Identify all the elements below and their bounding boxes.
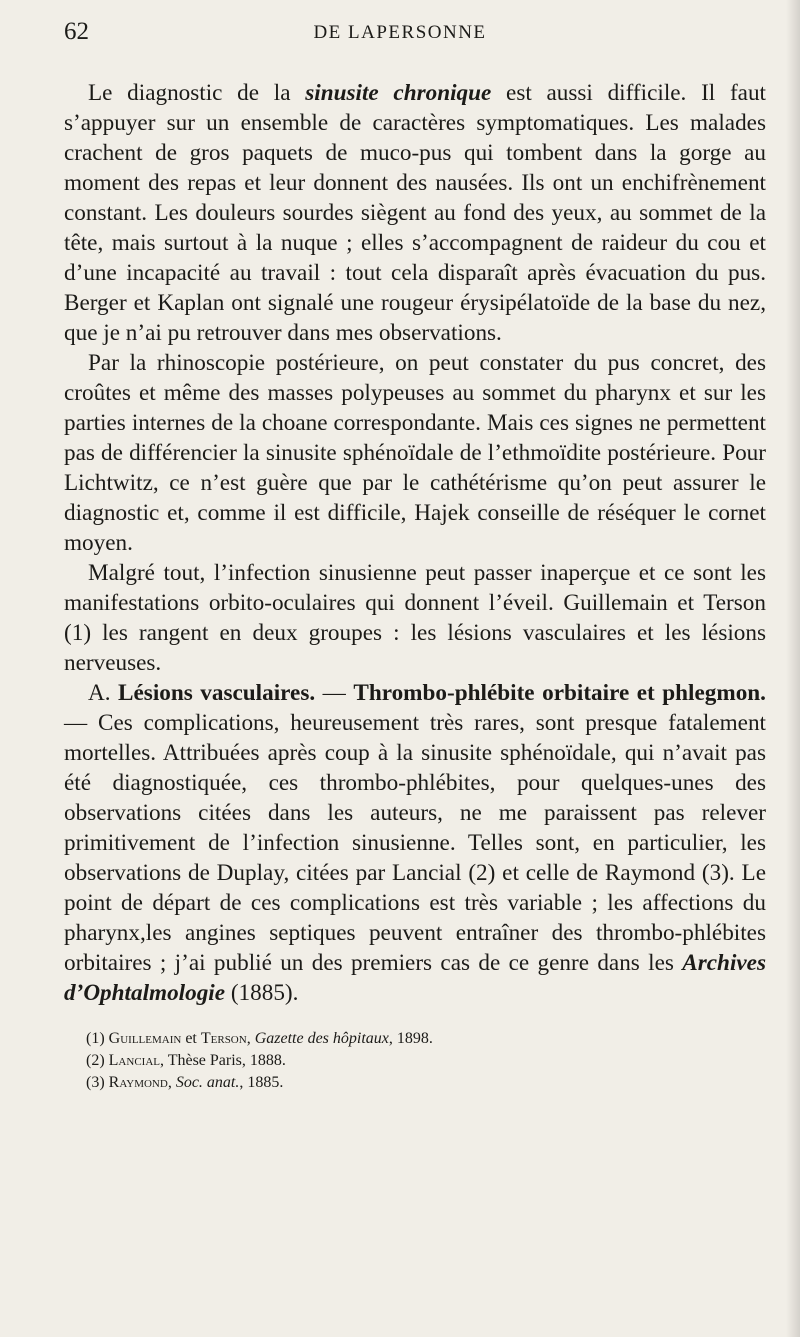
footnote-text: , Thèse Paris, 1888. [159, 1052, 286, 1069]
page-body [64, 78, 766, 1094]
running-head: DE LAPERSONNE [313, 22, 487, 43]
footnote-2 [64, 1050, 766, 1072]
heading-lesions-vasculaires: Lésions vasculaires. [118, 680, 316, 706]
paragraph-infection: Malgré tout, l’infection sinusienne peut passer inaperçue et ce sont les manifestations orbito-oculaires qui donnent l’éveil. Guillemain et Terson (1) les rangent en deux groupes : les lésions vasculaires et les lésions nerveuses. [64, 560, 766, 676]
paragraph-rhinoscopy: Par la rhinoscopie postérieure, on peut constater du pus concret, des croûtes et même des masses polypeuses au sommet du pharynx et sur les parties internes de la choane correspondante. Mais ces signes ne permettent pas de différencier la sinusite sphénoïdale de l’ethmoïdite postérieure. Pour Lichtwitz, ce n’est guère que par le cathétérisme qu’on peut assurer le diagnostic et, comme il est difficile, Hajek conseille de réséquer le cornet moyen. [64, 350, 766, 556]
footnote-number: (2) [86, 1052, 109, 1069]
emphasis-sinusite-chronique: sinusite chronique [305, 80, 492, 106]
text-run: est aussi difficile. Il faut s’appuyer sur un ensemble de caractères symptomatiques. Les malades crachent de gros paquets de muco-pus qui tombent dans la gorge au moment des repas et leur donnent des nausées. Ils ont un enchifrènement constant. Les douleurs sourdes siègent au fond des yeux, au sommet de la tête, mais surtout à la nuque ; elles s’accompagnent de raideur du cou et d’une incapacité au travail : tout cela disparaît après évacuation du pus. Berger et Kaplan ont signalé une rougeur érysipélatoïde de la base du nez, que je n’ai pu retrouver dans mes observations. [64, 80, 766, 346]
text-run: (1885). [225, 980, 299, 1006]
footnote-text: , 1885. [239, 1074, 284, 1091]
footnote-author: Guillemain [108, 1030, 182, 1047]
footnote-text: , [167, 1074, 176, 1091]
footnote-author: Terson [200, 1030, 247, 1047]
page-edge-shadow [786, 0, 800, 1337]
footnote-author: Raymond [108, 1074, 168, 1091]
footnotes [64, 1028, 766, 1094]
footnote-3 [64, 1072, 766, 1094]
paragraph-diagnosis-chronic [64, 78, 766, 348]
page-number: 62 [64, 18, 89, 45]
section-letter: A. [88, 680, 119, 706]
footnote-text: , 1898. [388, 1030, 433, 1047]
footnote-source: Soc. anat. [175, 1074, 240, 1091]
dash: — [315, 680, 354, 706]
footnote-text: , [246, 1030, 255, 1047]
footnote-source: Gazette des hôpitaux [254, 1030, 389, 1047]
footnote-number: (1) [86, 1030, 109, 1047]
page-header [0, 18, 800, 52]
text-run: — Ces complications, heureusement très rares, sont presque fatalement mortelles. Attribuées après coup à la sinusite sphénoïdale, qui n’avait pas été diagnostiquée, ces thrombo-phlébites, pour quelques-unes des observations citées dans les auteurs, ne me paraissent pas relever primitivement de l’infection sinusienne. Telles sont, en particulier, les observations de Duplay, citées par Lancial (2) et celle de Raymond (3). Le point de départ de ces complications est très variable ; les affections du pharynx,les angines septiques peuvent entraîner des thrombo-phlébites orbitaires ; j’ai publié un des premiers cas de ce genre dans les [64, 710, 766, 976]
footnote-author: Lancial [108, 1052, 160, 1069]
paragraph-vascular-lesions [64, 678, 766, 1008]
footnote-number: (3) [86, 1074, 109, 1091]
heading-thrombo-phlebite: Thrombo-phlébite orbitaire et phlegmon. [353, 680, 766, 706]
footnote-1 [64, 1028, 766, 1050]
journal-title: Archives d’Ophtalmologie [64, 950, 766, 1006]
footnote-text: et [181, 1030, 201, 1047]
text-run: Le diagnostic de la [88, 80, 306, 106]
